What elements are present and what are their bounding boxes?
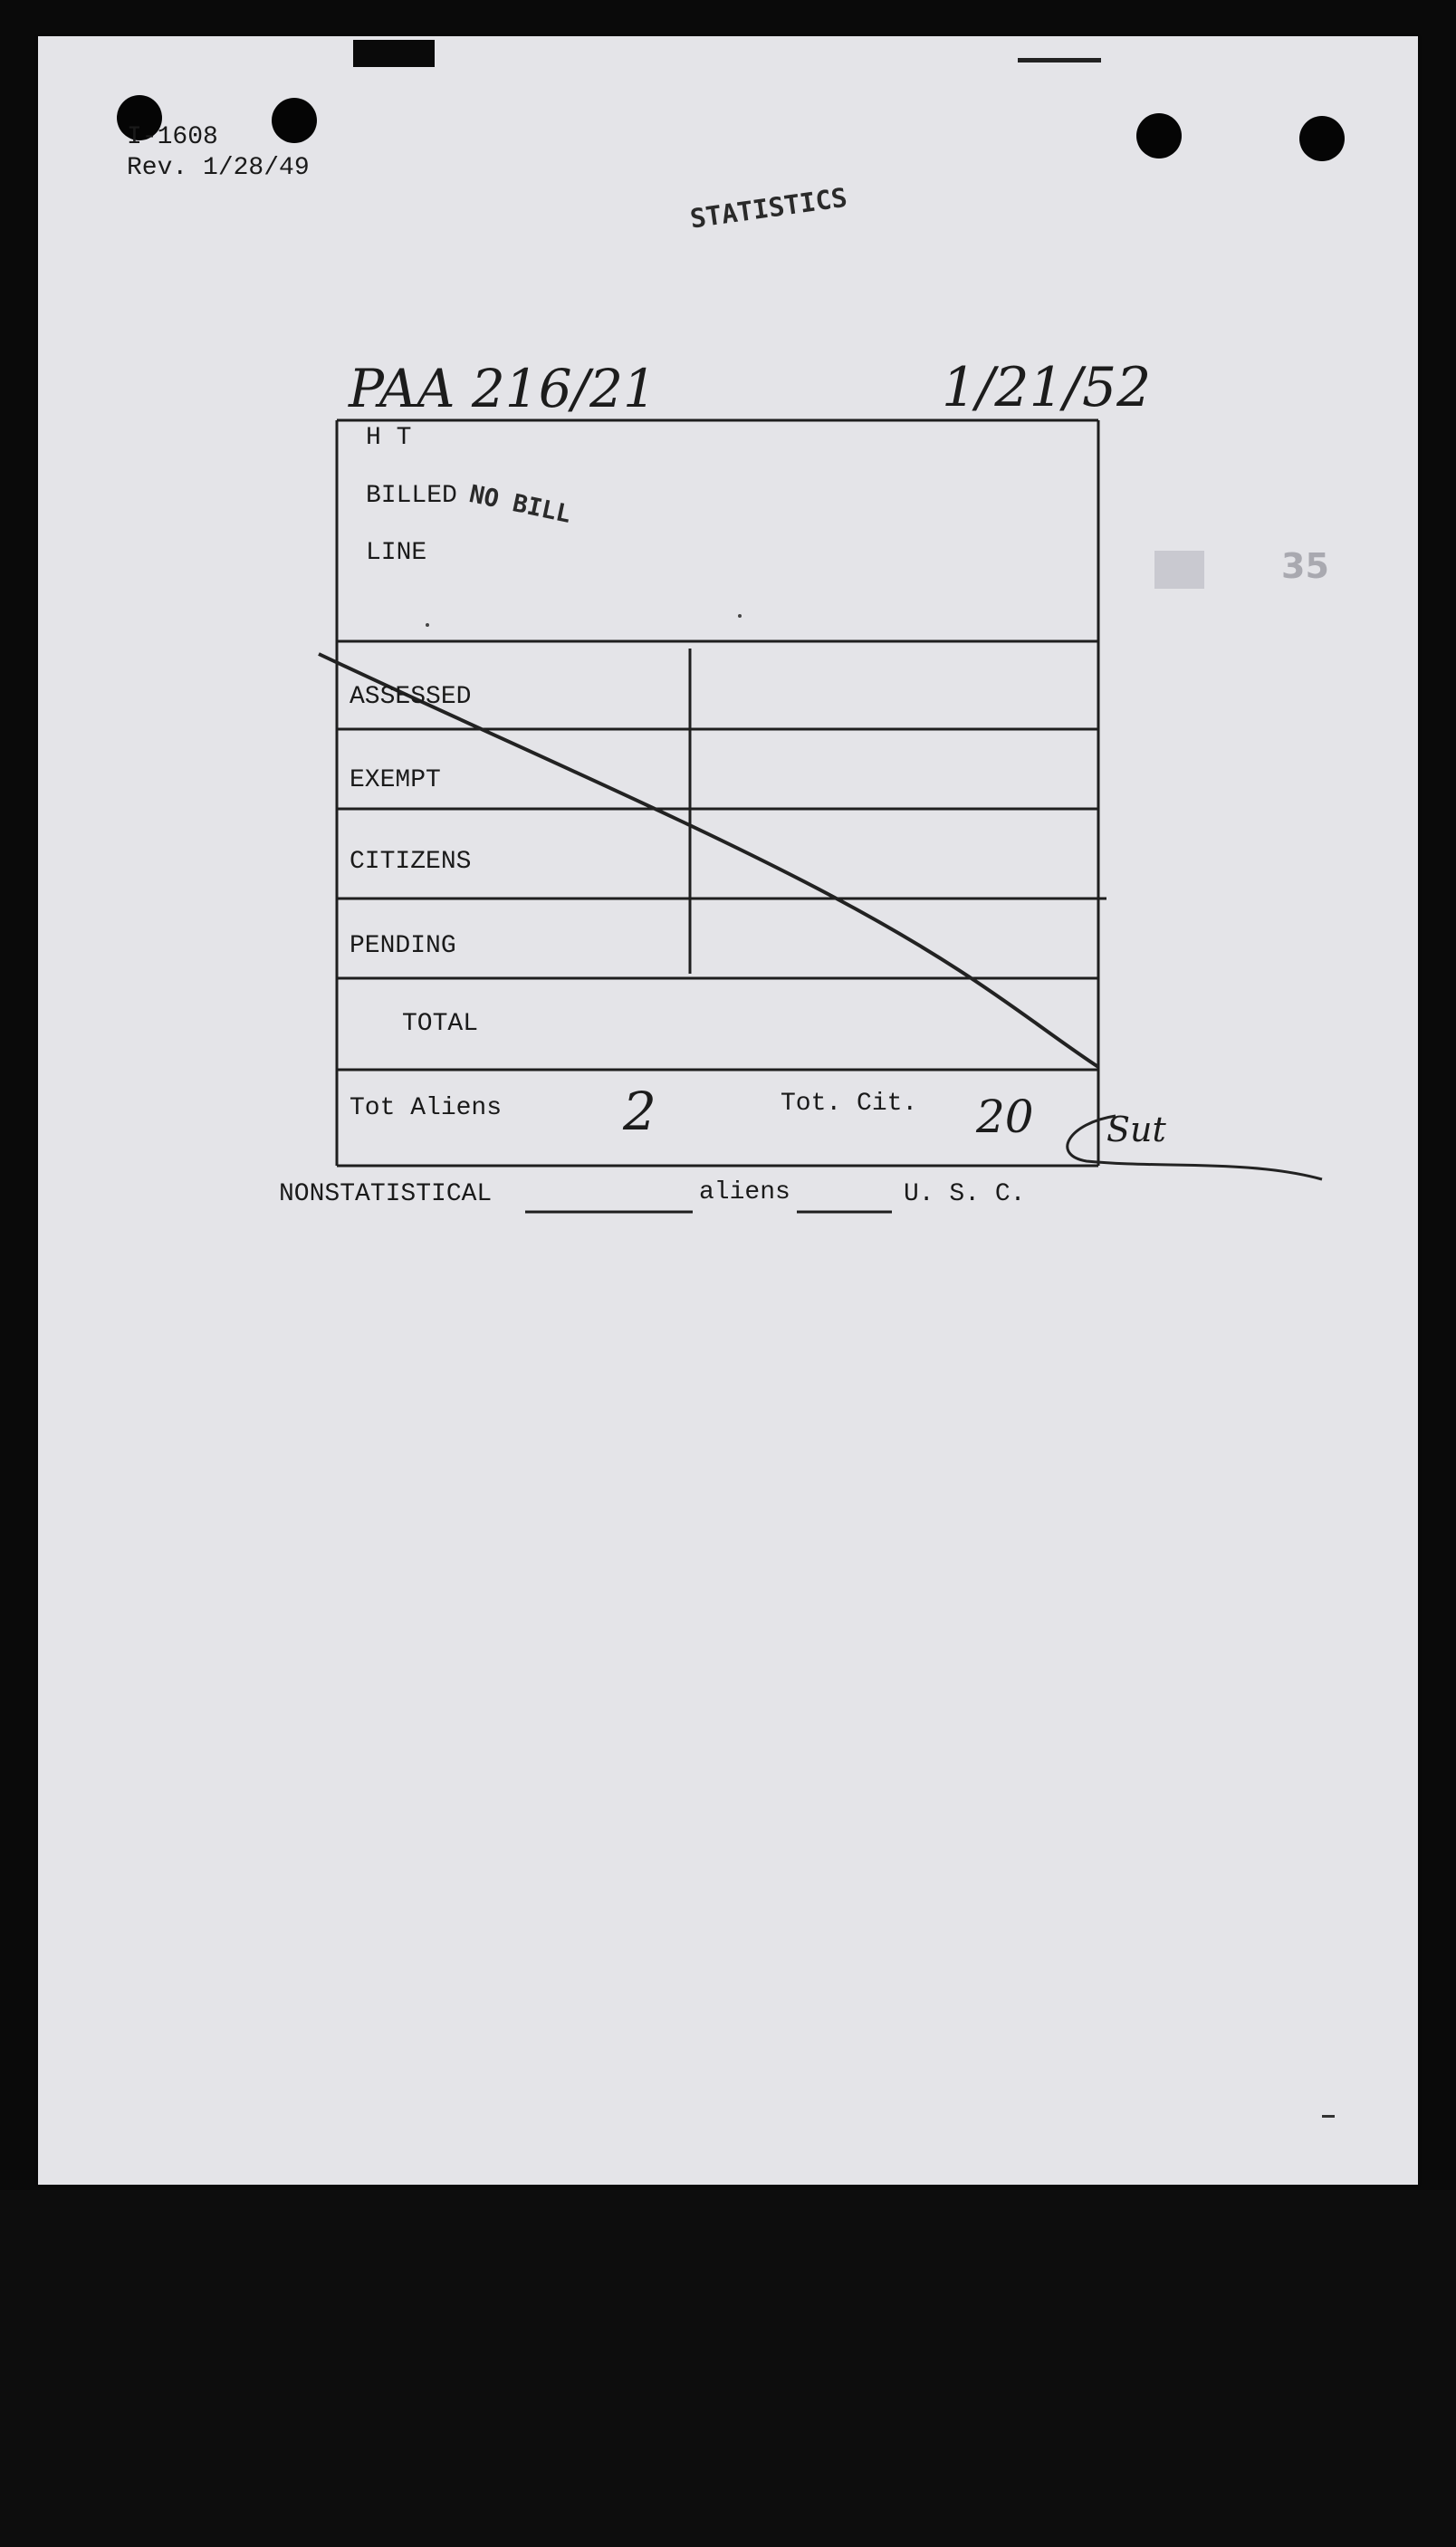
tot-cit-label: Tot. Cit. [781, 1090, 918, 1118]
tot-aliens-value: 2 [623, 1081, 656, 1142]
statistics-stamp: STATISTICS [688, 181, 849, 235]
tot-aliens-label: Tot Aliens [350, 1094, 503, 1122]
paper-speck [426, 623, 429, 627]
handwritten-reference: PAA 216/21 [349, 358, 656, 419]
document-page [38, 36, 1418, 2185]
row-total-label: TOTAL [402, 1010, 479, 1038]
form-number: I-1608 [127, 123, 218, 151]
paper-speck [1322, 2115, 1335, 2118]
no-bill-stamp: NO BILL [466, 480, 574, 529]
punch-hole [272, 98, 317, 143]
row-pending-label: PENDING [350, 932, 456, 960]
row-exempt-label: EXEMPT [350, 766, 441, 794]
margin-smudge [1154, 551, 1204, 589]
header-line-billed: BILLED [366, 482, 457, 510]
handwritten-date: 1/21/52 [942, 356, 1152, 419]
header-line-ht: H T [366, 424, 412, 452]
paper-tear-mark [353, 40, 435, 67]
margin-stamp-number: 35 [1281, 546, 1329, 586]
paper-speck [738, 614, 742, 618]
scan-margin [0, 2190, 1456, 2547]
paper-edge-mark [1018, 58, 1101, 62]
row-citizens-label: CITIZENS [350, 848, 472, 876]
tot-cit-value: 20 [976, 1091, 1034, 1143]
usc-label: U. S. C. [904, 1180, 1026, 1208]
nonstatistical-label: NONSTATISTICAL [279, 1180, 493, 1208]
row-assessed-label: ASSESSED [350, 683, 472, 711]
form-revision: Rev. 1/28/49 [127, 154, 310, 182]
aliens-label: aliens [699, 1178, 790, 1206]
header-line-line: LINE [366, 539, 427, 567]
handwritten-initials: Sut [1106, 1110, 1166, 1149]
punch-hole [1299, 116, 1345, 161]
punch-hole [1136, 113, 1182, 159]
